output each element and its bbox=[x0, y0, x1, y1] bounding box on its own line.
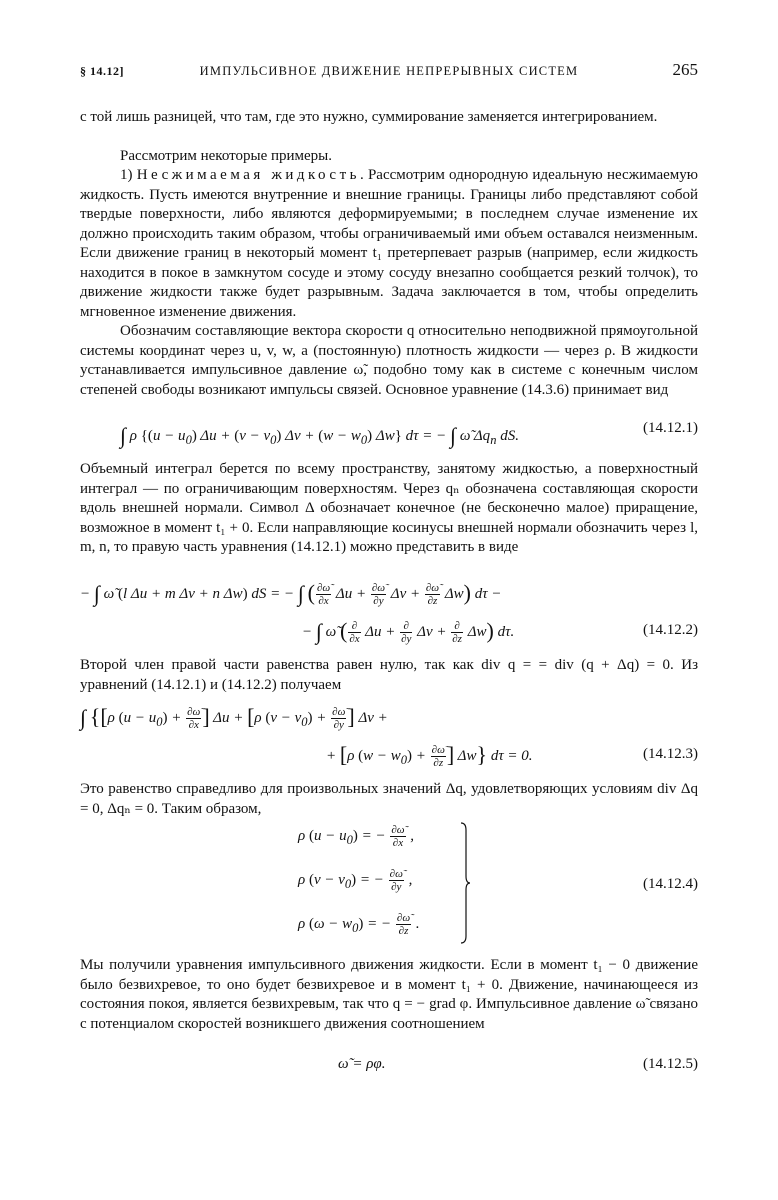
equation-row-w: ρ $(\omega - w_0)$ = − $\frac{\partial\omegã}{\partial z}$ . bbox=[298, 912, 420, 937]
paragraph-1: с той лишь разницей, что там, где это нужно, суммирование заменяется интегрированием. bbox=[80, 109, 658, 125]
paragraph-4: Обозначим составляющие вектора скорости q относительно неподвижной прямоугольной системы координат через u, v, w, а (постоянную) плотность жидкости — через ρ. В жидкости устанавливается импульсивное давление ω̃, подобно тому как в системе с конечным числом степеней свободы возникают импульсы связей. Основное уравнение (14.3.6) принимает вид bbox=[80, 323, 698, 398]
equation-line-2: + [ρ $(w - w_0)$ + $\frac{\partial\omegã}{\partial z}$ ] Δw} dτ = 0. bbox=[326, 742, 533, 770]
equation-14-12-2 bbox=[80, 574, 698, 648]
paragraph-3-text: . Рассмотрим однородную идеальную несжимаемую жидкость. Пусть имеются внутренние и внешние границы. Границы либо представляют собой твердые поверхности, либо являются деформируемыми; в последнем случае изменение их должно происходить таким образом, чтобы ограничиваемый ими объем оставался неизменным. Если движение границ в некоторый момент t₁ претерпевает разрыв (например, если жидкость находится в покое в замкнутом сосуде и этому сосуду внезапно сообщается резкий толчок), то движение жидкости также будет разрывным. Задача заключается в том, чтобы определить мгновенное изменение движения. bbox=[80, 167, 698, 320]
equation-row-v: ρ $(v - v_0)$ = − $\frac{\partial\omegã}{\partial y}$ , bbox=[298, 868, 413, 893]
equation-number: (14.12.1) bbox=[643, 420, 698, 436]
section-label: § 14.12] bbox=[80, 64, 124, 78]
equation-number: (14.12.4) bbox=[643, 876, 698, 892]
equation-line-1: ∫ {[ρ $(u - u_0)$ + $\frac{\partial\omegã}{\partial x}$ ] Δu + [ρ $(v - v_0)$ + $\frac{\partial\omegã}{\partial y}$ ] Δv + bbox=[80, 704, 388, 732]
paragraph-7: Это равенство справедливо для произвольных значений Δq, удовлетворяющих условиям div Δq = 0, Δqₙ = 0. Таким образом, bbox=[80, 781, 698, 817]
equation-body: ∫ ρ {$(u - u_0)$ $\Delta u + (v - v_0)$ $\Delta v + (w - w_0)$ Δw} dτ = − ∫ ω̃ $\Delta q_n$ dS. bbox=[120, 423, 519, 448]
equation-number: (14.12.2) bbox=[643, 622, 698, 638]
equation-line-1: − ∫ ω̃ (l Δu + m Δv + n Δw) dS = − ∫ ( $\frac{\partial\omegã}{\partial x}$ Δu + $\frac{\partial\omegã}{\partial y}$ Δv + $\frac{\partial\omegã}{\partial z}$ Δw) dτ − bbox=[80, 580, 502, 608]
example-number: 1) bbox=[120, 167, 133, 183]
paragraph-3 bbox=[80, 166, 698, 322]
paragraph-8: Мы получили уравнения импульсивного движения жидкости. Если в момент t₁ − 0 движение было безвихревое, то оно будет безвихревое и в момент t₁ + 0. Движение, начинающееся из состояния покоя, является безвихревым, так что q = − grad φ. Импульсивное давление ω̃ связано с потенциалом скоростей возникшего движения соотношением bbox=[80, 957, 698, 1032]
equation-14-12-1 bbox=[80, 416, 698, 446]
equation-number: (14.12.5) bbox=[643, 1056, 698, 1072]
example-title: Несжимаемая жидкость bbox=[136, 167, 360, 183]
equation-14-12-3 bbox=[80, 698, 698, 774]
right-brace bbox=[460, 822, 470, 944]
equation-row-u: ρ $(u - u_0)$ = − $\frac{\partial\omegã}{\partial x}$ , bbox=[298, 824, 415, 849]
running-header bbox=[80, 60, 698, 82]
equation-14-12-4 bbox=[80, 818, 698, 950]
running-title: ИМПУЛЬСИВНОЕ ДВИЖЕНИЕ НЕПРЕРЫВНЫХ СИСТЕМ bbox=[199, 64, 579, 78]
equation-line-2: − ∫ ω̃ ( $\frac{\partial}{\partial x}$ Δu + $\frac{\partial}{\partial y}$ Δv + $\frac{\partial}{\partial z}$ Δw) dτ. bbox=[302, 618, 515, 646]
equation-number: (14.12.3) bbox=[643, 746, 698, 762]
equation-body: ω̃ = ρφ. bbox=[338, 1056, 386, 1072]
page-number: 265 bbox=[672, 60, 698, 79]
paragraph-6: Второй член правой части равенства равен нулю, так как div q = = div (q + Δq) = 0. Из уравнений (14.12.1) и (14.12.2) получаем bbox=[80, 657, 698, 693]
paragraph-5: Объемный интеграл берется по всему пространству, занятому жидкостью, а поверхностный интеграл — по ограничивающим поверхностям. Через qₙ обозначена составляющая скорости вдоль внешней нормали. Символ Δ обозначает конечное (не бесконечно малое) приращение, возможное в момент t₁ + 0. Если направляющие косинусы внешней нормали обозначить через l, m, n, то правую часть уравнения (14.12.1) можно представить в виде bbox=[80, 461, 698, 555]
equation-14-12-5 bbox=[80, 1052, 698, 1082]
paragraph-2: Рассмотрим некоторые примеры. bbox=[120, 148, 333, 164]
